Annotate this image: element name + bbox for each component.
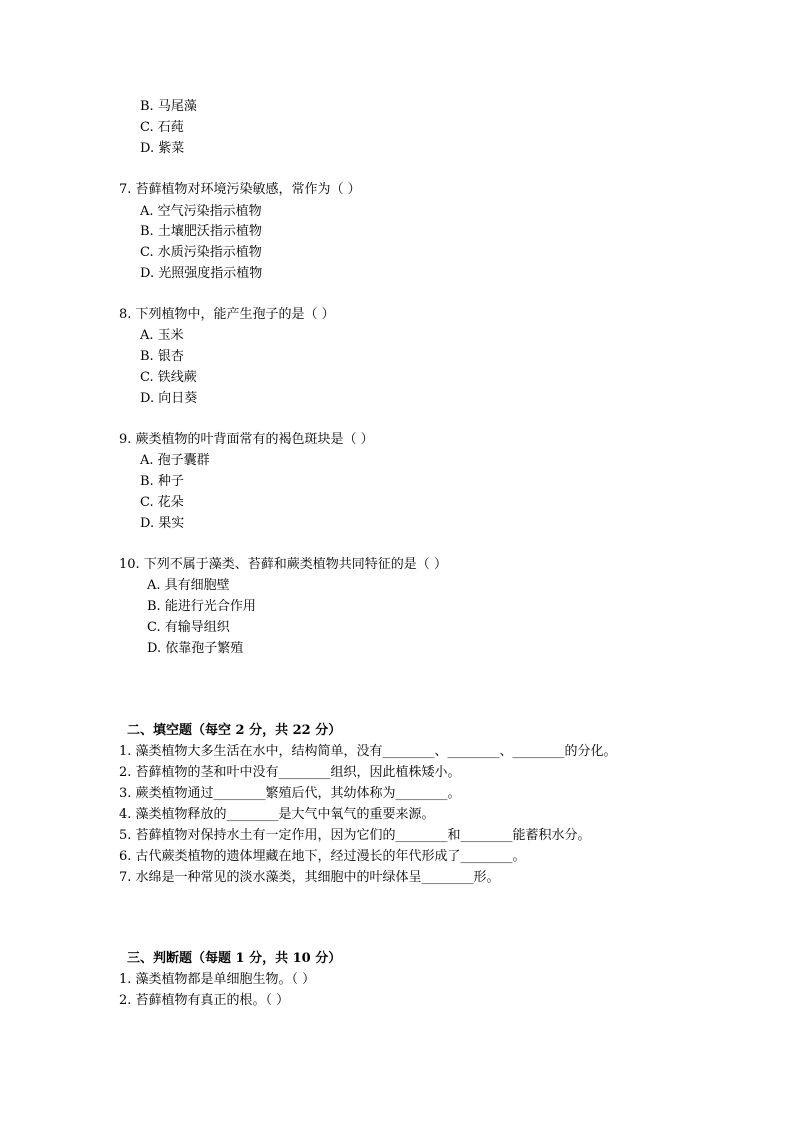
q10-stem: 10. 下列不属于藻类、苔藓和蕨类植物共同特征的是（ ）: [119, 557, 447, 572]
judge-item-1: 1. 藻类植物都是单细胞生物。（ ）: [119, 972, 316, 987]
section-3-title: 三、判断题（每题 1 分，共 10 分）: [127, 951, 342, 966]
q8-option-a: A. 玉米: [140, 328, 184, 343]
q8-option-b: B. 银杏: [140, 349, 184, 364]
q10-option-d: D. 依靠孢子繁殖: [147, 641, 244, 656]
q10-option-a: A. 具有细胞壁: [147, 578, 230, 593]
q8-option-d: D. 向日葵: [140, 391, 198, 406]
fill-item-3: 3. 蕨类植物通过________繁殖后代，其幼体称为________。: [119, 786, 461, 801]
section-2-title: 二、填空题（每空 2 分，共 22 分）: [127, 723, 342, 738]
q6-option-b: B. 马尾藻: [140, 99, 197, 114]
q6-option-d: D. 紫菜: [140, 141, 185, 156]
q8-stem: 8. 下列植物中，能产生孢子的是（ ）: [119, 307, 335, 322]
fill-item-4: 4. 藻类植物释放的________是大气中氧气的重要来源。: [119, 807, 435, 822]
q9-stem: 9. 蕨类植物的叶背面常有的褐色斑块是（ ）: [119, 432, 374, 447]
fill-item-2: 2. 苔藓植物的茎和叶中没有________组织，因此植株矮小。: [119, 765, 461, 780]
q9-option-d: D. 果实: [140, 516, 185, 531]
q7-option-a: A. 空气污染指示植物: [140, 204, 262, 219]
q9-option-b: B. 种子: [140, 474, 184, 489]
q7-option-c: C. 水质污染指示植物: [140, 245, 262, 260]
q10-option-b: B. 能进行光合作用: [147, 599, 256, 614]
q6-option-c: C. 石莼: [140, 120, 184, 135]
q9-option-c: C. 花朵: [140, 495, 184, 510]
q8-option-c: C. 铁线蕨: [140, 370, 197, 385]
fill-item-7: 7. 水绵是一种常见的淡水藻类，其细胞中的叶绿体呈________形。: [119, 870, 500, 885]
q10-option-c: C. 有输导组织: [147, 620, 230, 635]
fill-item-5: 5. 苔藓植物对保持水土有一定作用，因为它们的________和________能蓄积水分。: [119, 828, 591, 843]
fill-item-1: 1. 藻类植物大多生活在水中，结构简单，没有________、________、________的分化。: [119, 744, 617, 759]
q9-option-a: A. 孢子囊群: [140, 453, 210, 468]
q7-option-b: B. 土壤肥沃指示植物: [140, 224, 262, 239]
fill-item-6: 6. 古代蕨类植物的遗体埋藏在地下，经过漫长的年代形成了________。: [119, 849, 526, 864]
q7-stem: 7. 苔藓植物对环境污染敏感，常作为（ ）: [119, 182, 361, 197]
q7-option-d: D. 光照强度指示植物: [140, 266, 263, 281]
judge-item-2: 2. 苔藓植物有真正的根。（ ）: [119, 993, 290, 1008]
